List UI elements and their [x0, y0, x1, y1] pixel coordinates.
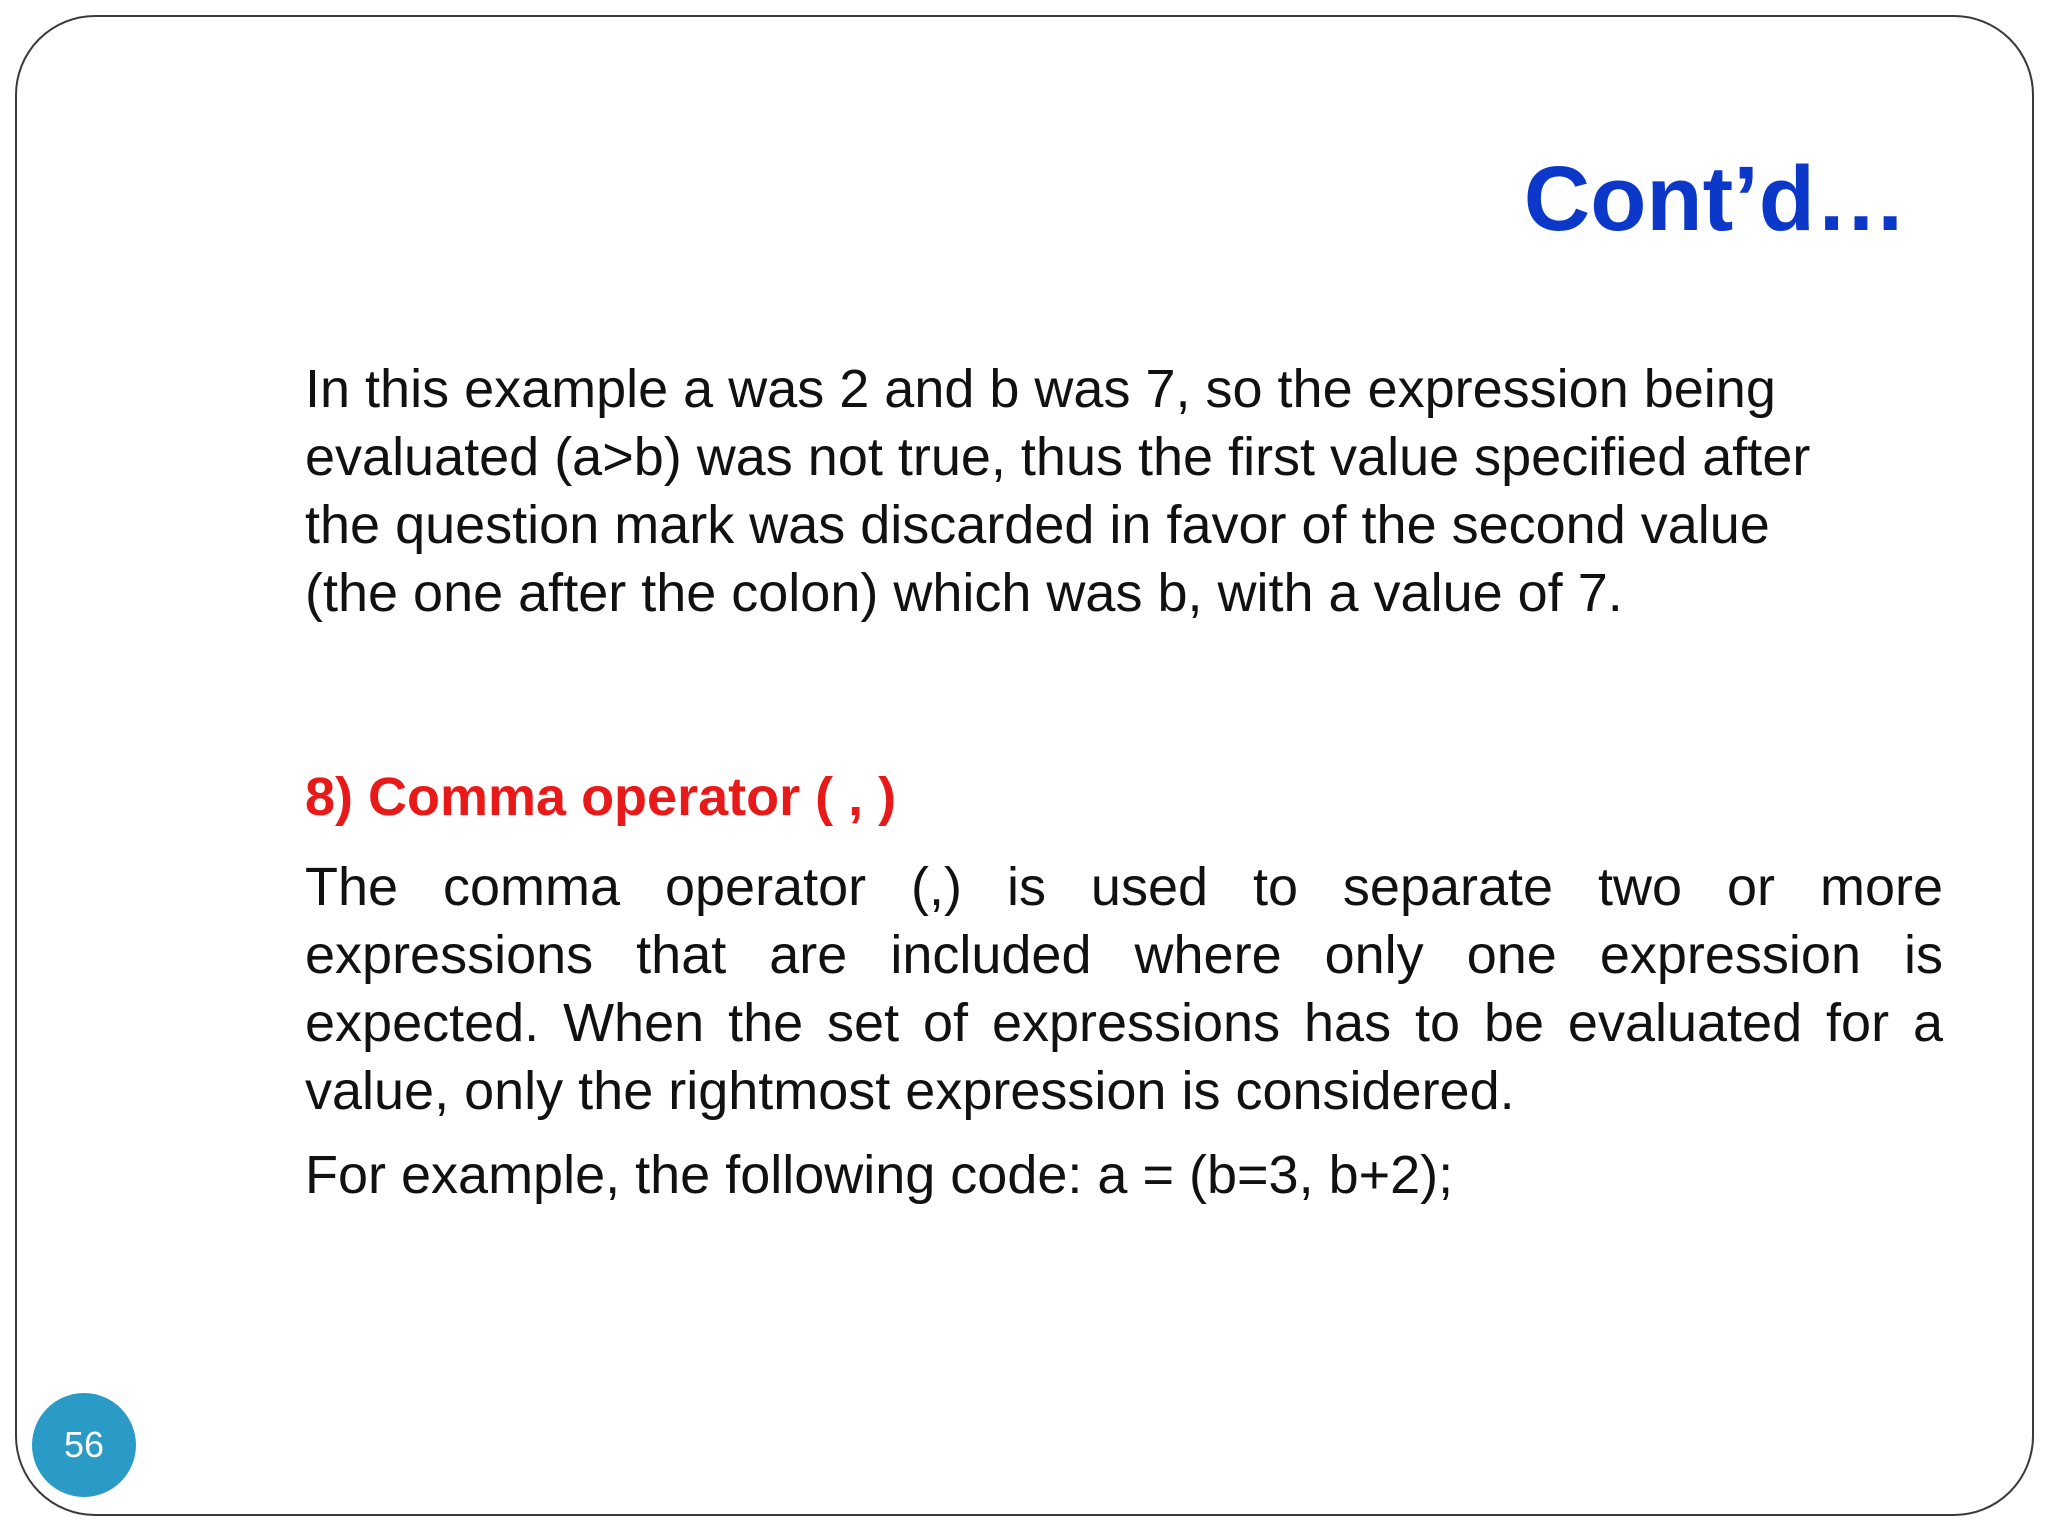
slide-title: Cont’d… [1523, 148, 1907, 250]
section-heading-comma-operator: 8) Comma operator ( , ) [305, 767, 897, 827]
paragraph-example-explanation: In this example a was 2 and b was 7, so the expression being evaluated (a>b) was not true, thus the first value specified after the question mark was discarded in favor of the second value (the one after the colon) which was b, with a value of 7. [305, 359, 1811, 623]
slide-content [305, 355, 1943, 1209]
page-number-badge [32, 1393, 136, 1497]
slide-frame [15, 15, 2034, 1516]
paragraph-code-example: For example, the following code: a = (b=3, b+2); [305, 1145, 1454, 1205]
paragraph-comma-operator-description: The comma operator (,) is used to separate two or more expressions that are included where only one expression is expected. When the set of expressions has to be evaluated for a value, only the rightmost expression is considered. [305, 857, 1943, 1121]
page-number: 56 [63, 1424, 105, 1465]
